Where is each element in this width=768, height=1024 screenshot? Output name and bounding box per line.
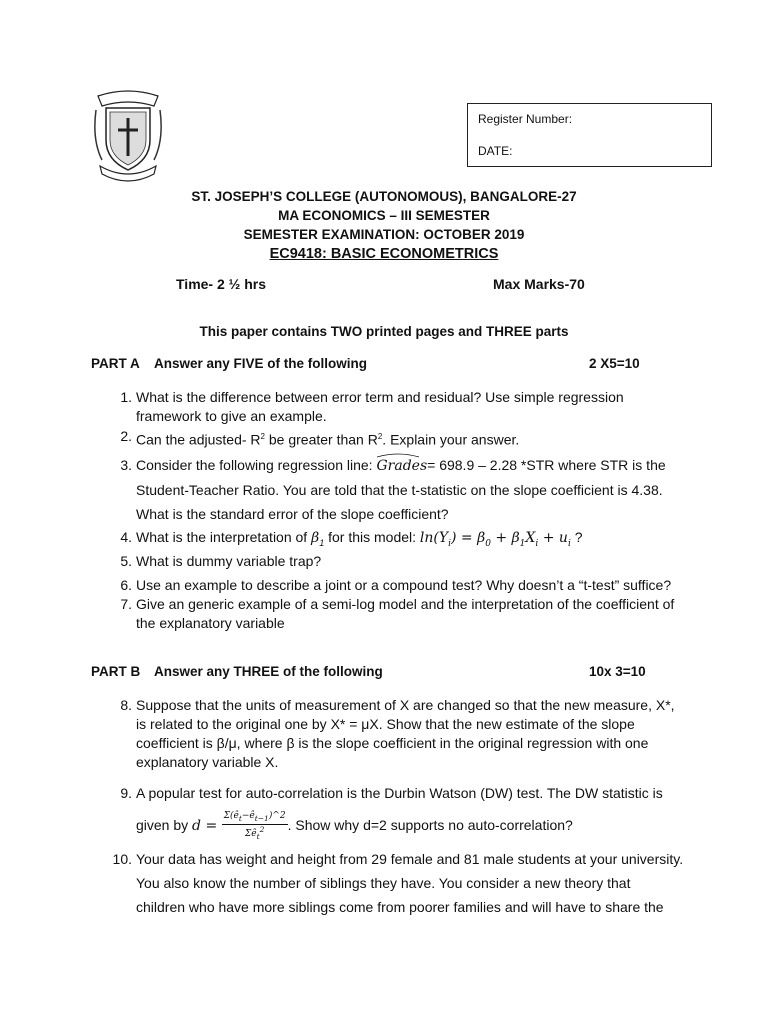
question-number: 9. xyxy=(120,785,132,801)
beta-symbol: β xyxy=(311,530,320,546)
question-text: children who have more siblings come from poorer families and will have to share the xyxy=(136,899,664,915)
question-text: Suppose that the units of measurement of X are changed so that the new measure, X*, xyxy=(136,697,675,713)
question-text: Consider the following regression line: xyxy=(136,457,377,473)
question-text: Your data has weight and height from 29 female and 81 male students at your university. xyxy=(136,851,684,867)
question-number: 10. xyxy=(112,851,132,867)
paper-note: This paper contains TWO printed pages and THREE parts xyxy=(199,324,569,339)
exam-time: Time- 2 ½ hrs xyxy=(176,276,267,292)
part-b-instruction: Answer any THREE of the following xyxy=(154,664,383,679)
grades-hat-symbol: Grades xyxy=(376,454,427,478)
question-text: What is the interpretation of xyxy=(136,529,312,545)
exam-title: SEMESTER EXAMINATION: OCTOBER 2019 xyxy=(243,227,525,242)
course-title: EC9418: BASIC ECONOMETRICS xyxy=(269,246,499,262)
model-equation: $\ln(Y_i) = \beta_0 + \beta_1X_i + u_i$ xyxy=(419,530,571,549)
question-text: Can the adjusted- R xyxy=(136,431,261,448)
college-name: ST. JOSEPH’S COLLEGE (AUTONOMOUS), BANGALORE-27 xyxy=(191,189,577,204)
register-number-label: Register Number: xyxy=(478,112,573,126)
date-label: DATE: xyxy=(478,144,513,158)
superscript: 2 xyxy=(377,432,383,441)
question-text: . Explain your answer. xyxy=(382,431,520,448)
programme-title: MA ECONOMICS – III SEMESTER xyxy=(278,208,490,223)
question-text: A popular test for auto-correlation is the Durbin Watson (DW) test. The DW statistic is xyxy=(136,785,663,801)
question-text: What is dummy variable trap? xyxy=(136,553,322,569)
question-text: be greater than R xyxy=(264,431,378,448)
question-text: framework to give an example. xyxy=(136,408,327,424)
question-number: 1. xyxy=(120,389,132,405)
question-text: for this model: xyxy=(324,529,420,545)
question-text: explanatory variable X. xyxy=(136,754,279,770)
question-text: Give an generic example of a semi-log model and the interpretation of the coefficient of xyxy=(136,596,675,612)
part-b-title: PART B xyxy=(91,664,141,679)
college-crest-logo xyxy=(92,90,164,182)
question-number: 8. xyxy=(120,697,132,713)
dw-equation: d = xyxy=(192,818,222,834)
superscript: 2 xyxy=(260,432,265,441)
question-number: 3. xyxy=(120,457,132,473)
question-number: 2. xyxy=(120,428,132,444)
question-number: 5. xyxy=(120,553,132,569)
question-text: . Show why d=2 supports no auto-correlation? xyxy=(287,817,573,833)
question-text: ? xyxy=(570,529,583,545)
question-text: Use an example to describe a joint or a compound test? Why doesn’t a “t-test” suffice? xyxy=(136,577,672,593)
question-text: given by xyxy=(136,817,193,833)
part-a-title: PART A xyxy=(91,356,140,371)
question-text: What is the difference between error term and residual? Use simple regression xyxy=(136,389,624,405)
question-number: 7. xyxy=(120,596,132,612)
question-text: Student-Teacher Ratio. You are told that the t-statistic on the slope coefficient is 4.38. xyxy=(136,482,663,498)
part-b-marks: 10x 3=10 xyxy=(589,664,646,679)
part-a-instruction: Answer any FIVE of the following xyxy=(154,356,368,371)
question-text: = 698.9 – 2.28 *STR where STR is the xyxy=(427,457,666,473)
question-text: coefficient is β/μ, where β is the slope coefficient in the original regression with one xyxy=(136,735,649,751)
question-number: 6. xyxy=(120,577,132,593)
question-text: You also know the number of siblings they have. You consider a new theory that xyxy=(136,875,631,891)
question-text: is related to the original one by X* = μX. Show that the new estimate of the slope xyxy=(136,716,635,732)
max-marks: Max Marks-70 xyxy=(493,276,585,292)
dw-fraction: $\frac{\Sigma(ê_t-ê_{t-1})\^{}2}{\Sigma ê_t^2}$ xyxy=(223,811,286,841)
part-a-marks: 2 X5=10 xyxy=(589,356,640,371)
register-box xyxy=(467,103,712,167)
question-text: What is the standard error of the slope coefficient? xyxy=(136,506,449,522)
question-text: the explanatory variable xyxy=(136,615,285,631)
question-number: 4. xyxy=(120,529,132,545)
